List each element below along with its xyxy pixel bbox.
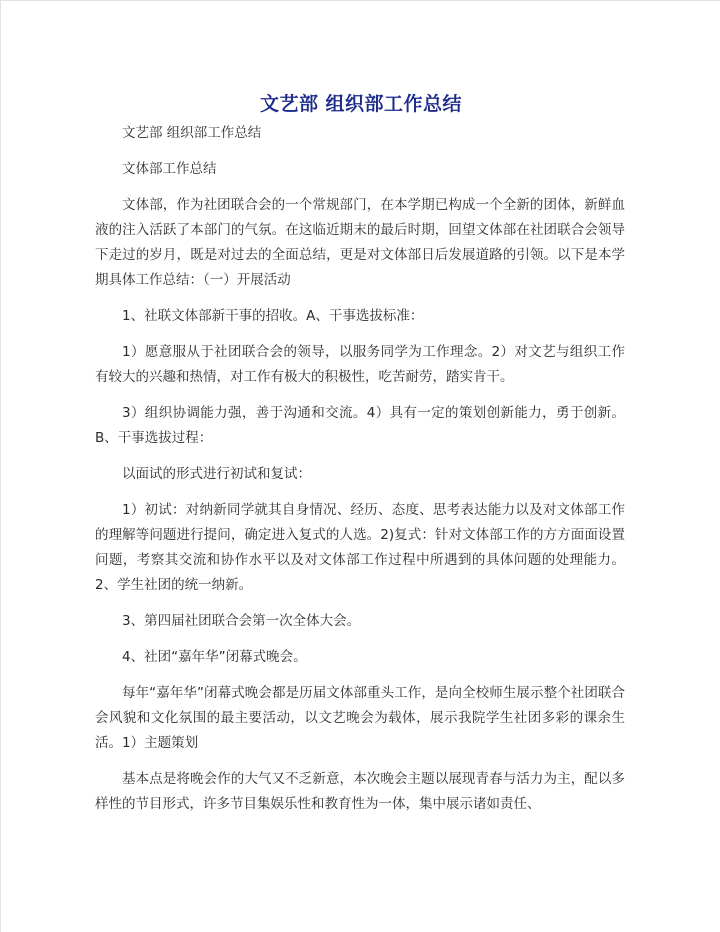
paragraph-intro: 文体部，作为社团联合会的一个常规部门，在本学期已构成一个全新的团体，新鲜血液的注入活跃了本部门的气氛。在这临近期末的最后时期，回望文体部在社团联合会领导下走过的岁月，既是对过去的全面总结，更是对文体部日后发展道路的引领。以下是本学期具体工作总结：（一）开展活动 xyxy=(95,197,625,288)
paragraph-section-heading: 文体部工作总结 xyxy=(122,161,217,177)
paragraph-interview-format: 以面试的形式进行初试和复试： xyxy=(122,466,311,482)
paragraph-item-1: 1、社联文体部新干事的招收。A、干事选拔标准： xyxy=(122,308,424,324)
paragraph-subtitle: 文艺部 组织部工作总结 xyxy=(122,125,262,141)
document-title: 文艺部 组织部工作总结 xyxy=(259,93,463,115)
paragraph-item-4: 4、社团“嘉年华”闭幕式晚会。 xyxy=(122,649,307,665)
paragraph-item-3: 3、第四届社团联合会第一次全体大会。 xyxy=(122,613,361,629)
document-body xyxy=(95,121,625,828)
paragraph-interview-process: 1）初试：对纳新同学就其自身情况、经历、态度、思考表达能力以及对文体部工作的理解等问题进行提问，确定进入复式的人选。2)复式：针对文体部工作的方方面面设置问题，考察其交流和协作水平以及对文体部工作过程中所遇到的具体问题的处理能力。2、学生社团的统一纳新。 xyxy=(95,502,625,593)
paragraph-theme: 基本点是将晚会作的大气又不乏新意，本次晚会主题以展现青春与活力为主，配以多样性的节目形式，许多节目集娱乐性和教育性为一体，集中展示诸如责任、 xyxy=(95,771,625,812)
paragraph-criteria-1-2: 1）愿意服从于社团联合会的领导，以服务同学为工作理念。2）对文艺与组织工作有较大的兴趣和热情，对工作有极大的积极性，吃苦耐劳，踏实肯干。 xyxy=(95,344,625,385)
paragraph-criteria-3-4: 3）组织协调能力强，善于沟通和交流。4）具有一定的策划创新能力，勇于创新。B、干事选拔过程： xyxy=(95,405,625,446)
paragraph-carnival: 每年“嘉年华”闭幕式晚会都是历届文体部重头工作，是向全校师生展示整个社团联合会风貌和文化氛围的最主要活动，以文艺晚会为载体，展示我院学生社团多彩的课余生活。1）主题策划 xyxy=(95,685,625,751)
